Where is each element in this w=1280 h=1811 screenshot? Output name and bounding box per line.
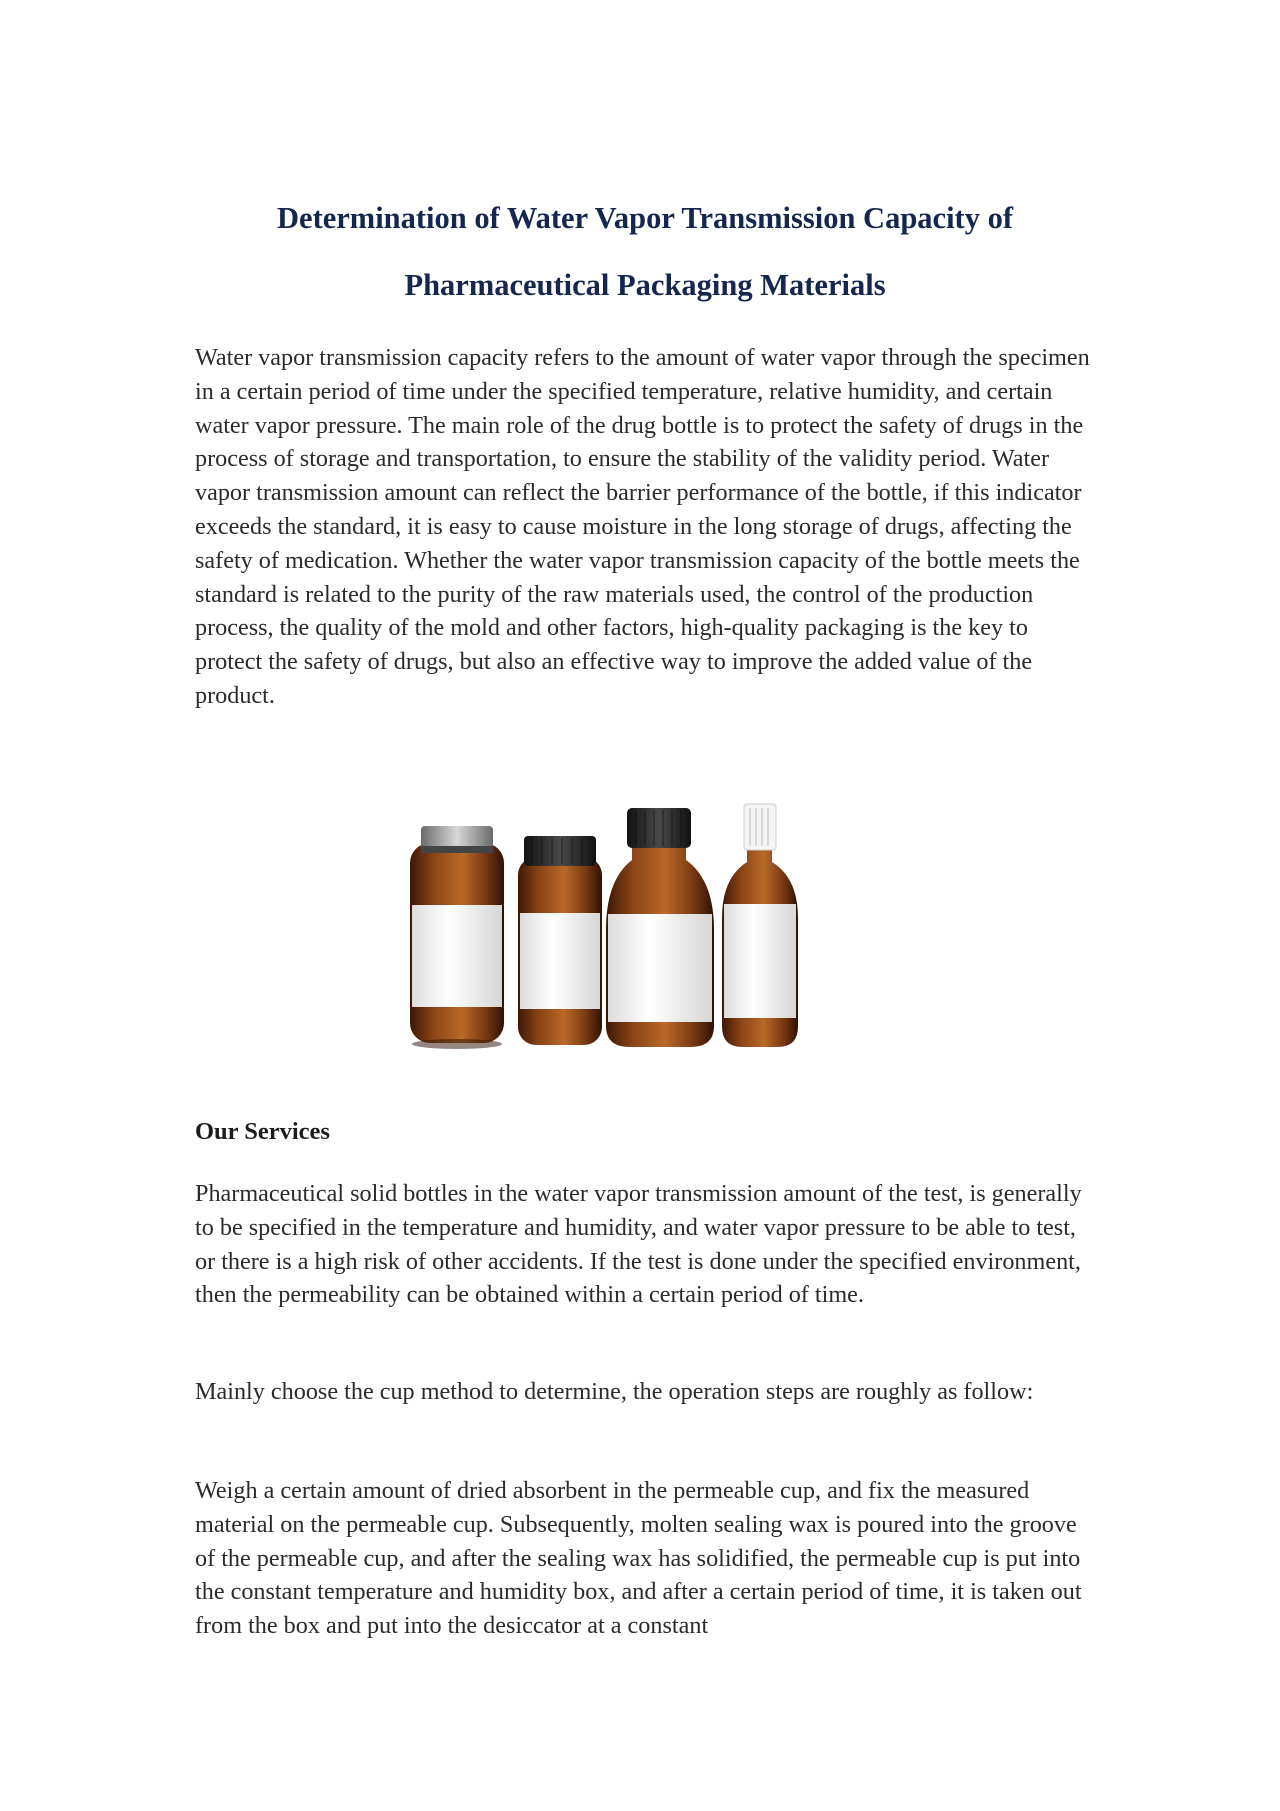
bottle-dropper-white-cap — [722, 804, 798, 1047]
steps-paragraph: Weigh a certain amount of dried absorbent in the permeable cup, and fix the measured material on the permeable cup. Subsequently, molten sealing wax is poured into the groove of the permeable cup, and after the sealing wax has solidified, the permeable cup is put into the constant temperature and humidity box, and after a certain period of time, it is taken out from the box and put into the desiccator at a constant — [195, 1477, 1082, 1640]
title-line-1: Determination of Water Vapor Transmission Capacity of — [277, 201, 1013, 235]
bottle-black-cap — [518, 836, 602, 1045]
document-title — [195, 185, 1095, 319]
services-paragraph: Pharmaceutical solid bottles in the water vapor transmission amount of the test, is generally to be specified in the temperature and humidity, and water vapor pressure to be able to test, or there is a high risk of other accidents. If the test is done under the specified environment, then the permeability can be obtained within a certain period of time. — [195, 1180, 1082, 1309]
services-heading: Our Services — [195, 1118, 330, 1145]
intro-paragraph: Water vapor transmission capacity refers to the amount of water vapor through the specimen in a certain period of time under the specified temperature, relative humidity, and certain water vapor pressure. The main role of the drug bottle is to protect the safety of drugs in the process of storage and transportation, to ensure the stability of the validity period. Water vapor transmission amount can reflect the barrier performance of the bottle, if this indicator exceeds the standard, it is easy to cause moisture in the long storage of drugs, affecting the safety of medication. Whether the water vapor transmission capacity of the bottle meets the standard is related to the purity of the raw materials used, the control of the production process, the quality of the mold and other factors, high-quality packaging is the key to protect the safety of drugs, but also an effective way to improve the added value of the product. — [195, 344, 1090, 709]
title-line-2: Pharmaceutical Packaging Materials — [404, 268, 886, 302]
bottle-large-round — [606, 808, 714, 1047]
amber-bottles-image — [400, 800, 880, 1055]
bottle-silver-cap — [410, 826, 504, 1049]
method-paragraph: Mainly choose the cup method to determine, the operation steps are roughly as follow: — [195, 1378, 1034, 1405]
